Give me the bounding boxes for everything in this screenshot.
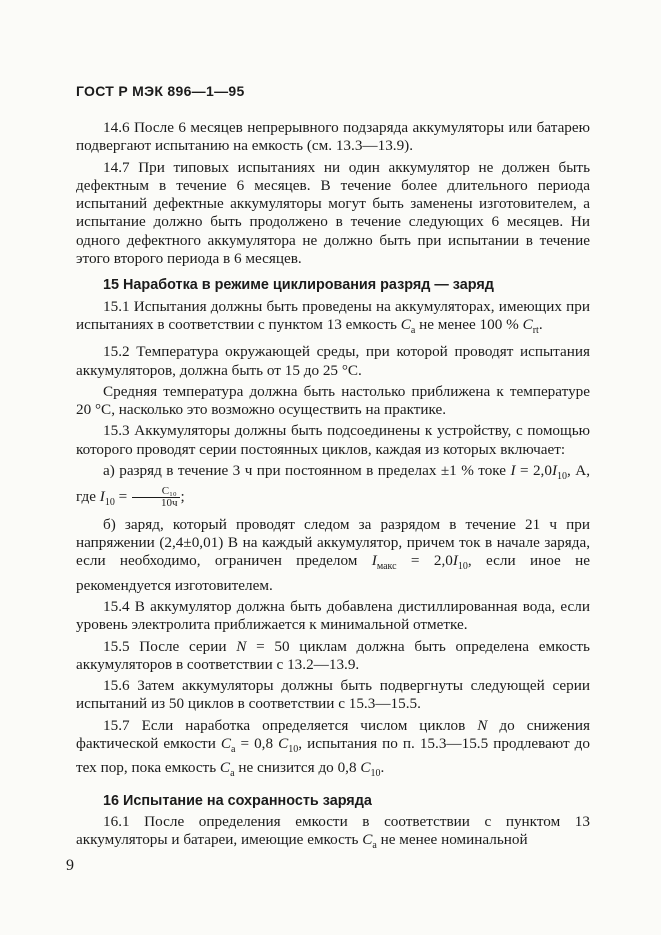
- symbol: C: [362, 831, 373, 849]
- paragraph-15-1: [76, 298, 590, 341]
- paragraph-14-7: 14.7 При типовых испытаниях ни один аккумулятор не должен быть дефектным в течение 6 месяцев. В течение более длительного периода испытаний дефектные аккумуляторы могут быть заменены изготовителем, а испытание должно быть продолжено в течение следующих 6 месяцев. Ни одного дефектного аккумулятора не должно быть при испытании в течение этого второго периода в 6 месяцев.: [76, 158, 590, 268]
- paragraph-15-7: [76, 717, 590, 784]
- subscript: 10: [288, 744, 299, 756]
- text: 16.1 После определения емкости в соответствии с пунктом 13 аккумуляторы и батареи, имеющие емкость: [76, 812, 590, 849]
- symbol: C: [219, 759, 231, 777]
- paragraph-15-5: [76, 638, 590, 675]
- symbol: C: [220, 735, 231, 753]
- text: , А, где: [76, 462, 590, 506]
- paragraph-15-3b: [76, 516, 590, 595]
- symbol: I: [99, 488, 105, 506]
- subscript: rt: [532, 325, 539, 336]
- text: а) разряд в течение 3 ч при постоянном в пределах ±1 % токе: [103, 462, 511, 480]
- text: = 50 циклам должна быть определена емкость аккумуляторов в соответствии с 13.2—13.9.: [76, 637, 590, 673]
- text: не менее 100 %: [415, 315, 523, 333]
- fraction-numerator: C₁₀: [132, 486, 180, 498]
- page-header: ГОСТ Р МЭК 896—1—95: [76, 83, 245, 99]
- subscript: a: [230, 768, 235, 780]
- symbol: C: [278, 735, 289, 753]
- symbol: C: [400, 315, 411, 333]
- text: .: [538, 315, 543, 333]
- text: не менее номинальной: [376, 831, 528, 849]
- subscript: a: [231, 744, 236, 756]
- text: 15.7 Если наработка определяется числом циклов: [103, 716, 478, 734]
- paragraph-15-4: 15.4 В аккумулятор должна быть добавлена дистиллированная вода, если уровень электролита приближается к минимальной отметке.: [76, 597, 590, 634]
- text: 15.5 После серии: [103, 637, 237, 655]
- text: , если иное не рекомендуется изготовителем.: [76, 552, 590, 594]
- text: б) заряд, который проводят следом за разрядом в течение 21 ч при напряжении (2,4±0,01) В на каждый аккумулятор, причем ток в начале заряда, если необходимо, ограничен пределом: [76, 515, 590, 570]
- text: не снизится до 0,8: [234, 759, 361, 777]
- paragraph-16-1: [76, 813, 590, 856]
- text: =: [114, 488, 131, 506]
- paragraph-14-6: 14.6 После 6 месяцев непрерывного подзаряда аккумуляторы или батарею подвергают испытанию на емкость (см. 13.3—13.9).: [76, 119, 590, 155]
- text: = 0,8: [235, 735, 279, 753]
- subscript: 10: [370, 768, 381, 780]
- heading-16: 16 Испытание на сохранность заряда: [103, 792, 372, 809]
- text: , испытания по п. 15.3—15.5 продлевают до тех пор, пока емкость: [76, 735, 590, 777]
- symbol: C: [360, 759, 371, 777]
- text: ;: [180, 488, 185, 506]
- symbol: N: [236, 637, 247, 655]
- symbol: I: [452, 552, 458, 570]
- document-body: [76, 119, 590, 859]
- symbol: I: [510, 462, 516, 480]
- text: 15.1 Испытания должны быть проведены на аккумуляторах, имеющих при испытаниях в соответствии с пунктом 13 емкость: [76, 297, 590, 333]
- paragraph-15-3a: [76, 462, 590, 513]
- subscript: 10: [457, 561, 468, 573]
- paragraph-15-6: 15.6 Затем аккумуляторы должны быть подвергнуты следующей серии испытаний из 50 циклов в соответствии с 15.3—15.5.: [76, 677, 590, 713]
- paragraph-15-2b: Средняя температура должна быть настолько приближена к температуре 20 °С, насколько это возможно осуществить на практике.: [76, 382, 590, 419]
- symbol: I: [551, 462, 557, 480]
- fraction: [132, 486, 180, 509]
- paragraph-15-2: 15.2 Температура окружающей среды, при которой проводят испытания аккумуляторов, должна быть от 15 до 25 °С.: [76, 343, 590, 379]
- symbol: C: [522, 315, 533, 333]
- fraction-denominator: 10ч: [160, 497, 178, 510]
- page-number: 9: [66, 857, 74, 874]
- symbol: I: [371, 552, 377, 570]
- text: = 2,0: [396, 552, 453, 570]
- subscript: 10: [557, 471, 567, 483]
- heading-15: 15 Наработка в режиме циклирования разряд — заряд: [103, 277, 494, 294]
- subscript: 10: [104, 497, 115, 509]
- subscript: a: [410, 325, 416, 336]
- subscript: макс: [376, 561, 397, 573]
- text: .: [380, 759, 385, 777]
- text: = 2,0: [515, 462, 552, 480]
- subscript: a: [372, 840, 377, 852]
- paragraph-15-3: 15.3 Аккумуляторы должны быть подсоединены к устройству, с помощью которого проводят серии постоянных циклов, каждая из которых включает:: [76, 422, 590, 458]
- text: до снижения фактической емкости: [76, 716, 591, 753]
- symbol: N: [477, 716, 488, 734]
